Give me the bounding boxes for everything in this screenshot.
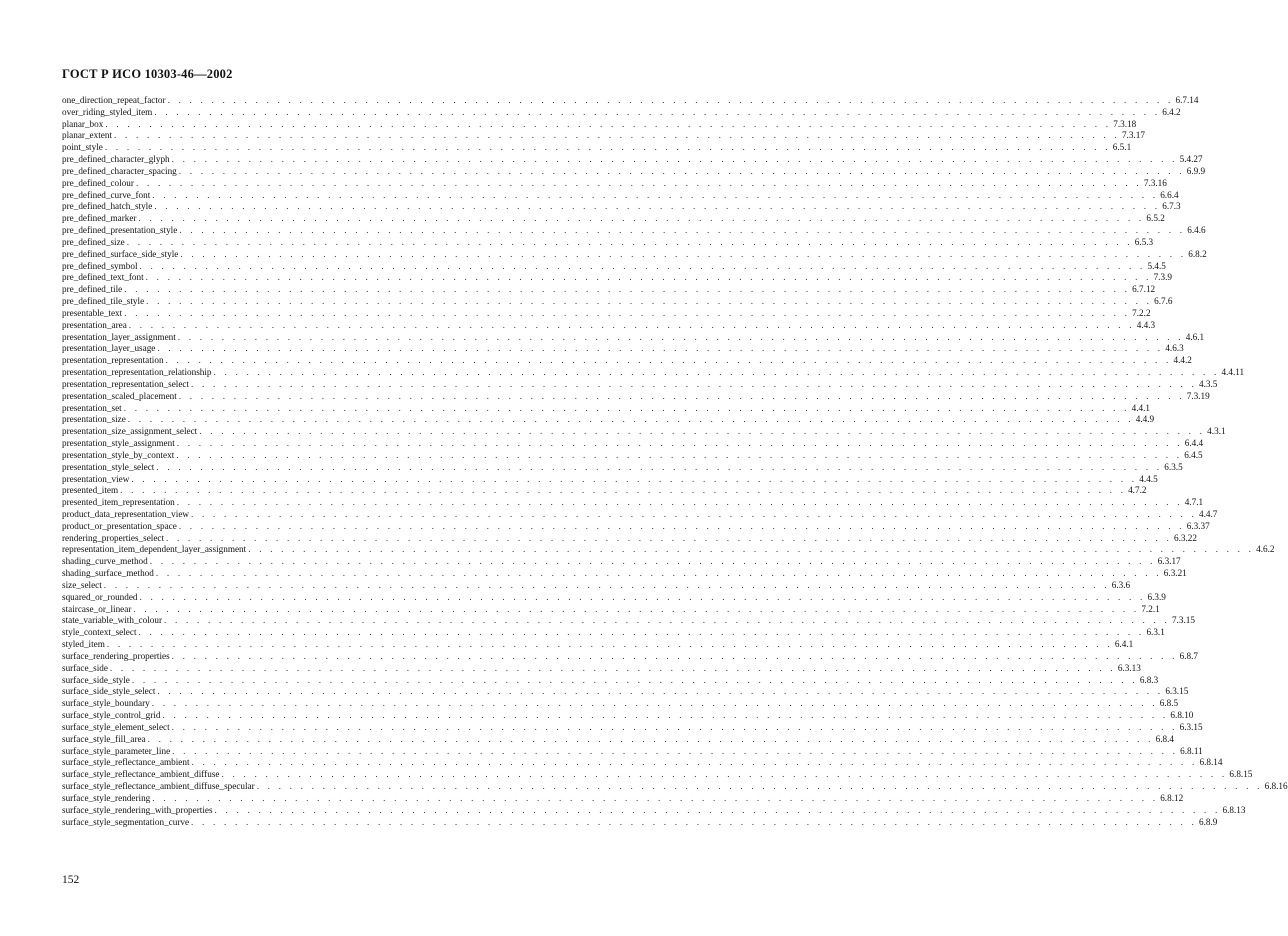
index-reference: 7.3.17: [1121, 130, 1145, 141]
index-entry: [62, 236, 1154, 249]
dot-leader: . . . . . . . . . . . . . . . . . . . . . . . . . . . . . . . . . . . . . . . . . . . . . . . . . . . . . . . . . . . . . . . . . . . . . . . . . . . . . . . . . . . . . . . . . . . .: [133, 603, 1140, 614]
index-term: surface_style_parameter_line: [62, 745, 171, 756]
index-term: surface_style_boundary: [62, 698, 150, 709]
index-term: point_style: [62, 142, 103, 153]
dot-leader: . . . . . . . . . . . . . . . . . . . . . . . . . . . . . . . . . . . . . . . . . . . . . . . . . . . . . . . . . . . . . . . . . . . . . . . . . . . . . . . . . . . . . . . . . . . .: [131, 473, 1138, 484]
dot-leader: . . . . . . . . . . . . . . . . . . . . . . . . . . . . . . . . . . . . . . . . . . . . . . . . . . . . . . . . . . . . . . . . . . . . . . . . . . . . . . . . . . . . . . . . . . . .: [171, 650, 1178, 661]
index-reference: 6.7.6: [1154, 296, 1173, 307]
index-term: presentation_representation: [62, 355, 164, 366]
index-reference: 4.7.1: [1184, 497, 1204, 508]
dot-leader: . . . . . . . . . . . . . . . . . . . . . . . . . . . . . . . . . . . . . . . . . . . . . . . . . . . . . . . . . . . . . . . . . . . . . . . . . . . . . . . . . . . . . . . . . . . .: [128, 319, 1135, 330]
index-entry: [62, 603, 1160, 616]
index-term: style_context_select: [62, 627, 137, 638]
index-term: staircase_or_linear: [62, 603, 132, 614]
dot-leader: . . . . . . . . . . . . . . . . . . . . . . . . . . . . . . . . . . . . . . . . . . . . . . . . . . . . . . . . . . . . . . . . . . . . . . . . . . . . . . . . . . . . . . . . . . . .: [145, 272, 1152, 283]
index-reference: 6.4.6: [1187, 225, 1206, 236]
index-entry: [62, 781, 1288, 793]
index-entry: [62, 544, 1275, 556]
index-term: presentation_representation_relationship: [62, 367, 212, 378]
index-term: shading_curve_method: [62, 556, 148, 567]
index-term: presentation_style_assignment: [62, 438, 175, 449]
index-reference: 6.7.14: [1175, 95, 1199, 105]
index-entry: [62, 745, 1203, 758]
dot-leader: . . . . . . . . . . . . . . . . . . . . . . . . . . . . . . . . . . . . . . . . . . . . . . . . . . . . . . . . . . . . . . . . . . . . . . . . . . . . . . . . . . . . . . . . . . . .: [162, 710, 1169, 721]
index-entry: [62, 497, 1204, 509]
index-reference: 6.7.3: [1162, 201, 1181, 212]
index-entry: [62, 378, 1218, 391]
dot-leader: . . . . . . . . . . . . . . . . . . . . . . . . . . . . . . . . . . . . . . . . . . . . . . . . . . . . . . . . . . . . . . . . . . . . . . . . . . . . . . . . . . . . . . . . . . . .: [131, 674, 1138, 685]
dot-leader: . . . . . . . . . . . . . . . . . . . . . . . . . . . . . . . . . . . . . . . . . . . . . . . . . . . . . . . . . . . . . . . . . . . . . . . . . . . . . . . . . . . . . . . . . . . .: [154, 201, 1161, 212]
index-entry: [62, 591, 1166, 604]
index-reference: 6.3.1: [1146, 627, 1165, 638]
index-reference: 4.4.5: [1139, 473, 1158, 484]
index-reference: 6.9.9: [1186, 165, 1206, 176]
index-reference: 6.4.4: [1184, 438, 1204, 449]
dot-leader: . . . . . . . . . . . . . . . . . . . . . . . . . . . . . . . . . . . . . . . . . . . . . . . . . . . . . . . . . . . . . . . . . . . . . . . . . . . . . . . . . . . . . . . . . . . .: [138, 627, 1145, 638]
index-term: surface_style_segmentation_curve: [62, 816, 190, 827]
index-reference: 6.3.6: [1111, 579, 1131, 590]
index-reference: 4.4.7: [1198, 508, 1218, 519]
index-entry: [62, 485, 1147, 497]
index-reference: 6.8.3: [1139, 674, 1159, 685]
index-entry: [62, 769, 1253, 781]
index-term: presentation_view: [62, 473, 130, 484]
index-entry: [62, 473, 1158, 486]
index-reference: 6.7.12: [1132, 284, 1156, 295]
dot-leader: . . . . . . . . . . . . . . . . . . . . . . . . . . . . . . . . . . . . . . . . . . . . . . . . . . . . . . . . . . . . . . . . . . . . . . . . . . . . . . . . . . . . . . . . . . . .: [147, 733, 1154, 744]
index-entry: [62, 213, 1165, 225]
index-reference: 6.5.2: [1146, 213, 1165, 224]
index-entry: [62, 639, 1134, 651]
index-reference: 5.4.27: [1179, 154, 1203, 165]
index-term: surface_side_style_select: [62, 686, 156, 697]
dot-leader: . . . . . . . . . . . . . . . . . . . . . . . . . . . . . . . . . . . . . . . . . . . . . . . . . . . . . . . . . . . . . . . . . . . . . . . . . . . . . . . . . . . . . . . . . . . .: [171, 721, 1178, 732]
index-term: pre_defined_character_glyph: [62, 154, 170, 165]
index-reference: 6.4.2: [1162, 106, 1181, 117]
index-term: surface_rendering_properties: [62, 650, 170, 661]
dot-leader: . . . . . . . . . . . . . . . . . . . . . . . . . . . . . . . . . . . . . . . . . . . . . . . . . . . . . . . . . . . . . . . . . . . . . . . . . . . . . . . . . . . . . . . . . . . .: [103, 579, 1110, 590]
dot-leader: . . . . . . . . . . . . . . . . . . . . . . . . . . . . . . . . . . . . . . . . . . . . . . . . . . . . . . . . . . . . . . . . . . . . . . . . . . . . . . . . . . . . . . . . . . . .: [191, 816, 1197, 827]
index-term: one_direction_repeat_factor: [62, 95, 166, 105]
index-reference: 4.4.9: [1135, 414, 1155, 425]
index-entry: [62, 520, 1210, 533]
index-entry: [62, 792, 1184, 805]
index-reference: 7.3.9: [1153, 272, 1172, 283]
index-term: product_data_representation_view: [62, 508, 190, 519]
index-term: pre_defined_tile_style: [62, 296, 145, 307]
index-reference: 6.8.5: [1159, 698, 1179, 709]
index-term: pre_defined_symbol: [62, 260, 138, 271]
index-term: pre_defined_colour: [62, 177, 134, 188]
index-entry: [62, 296, 1173, 308]
index-entry: [62, 225, 1206, 237]
index-term: squared_or_rounded: [62, 591, 138, 602]
index-term: presentation_set: [62, 402, 122, 413]
dot-leader: . . . . . . . . . . . . . . . . . . . . . . . . . . . . . . . . . . . . . . . . . . . . . . . . . . . . . . . . . . . . . . . . . . . . . . . . . . . . . . . . . . . . . . . . . . . .: [104, 142, 1111, 153]
index-reference: 6.8.12: [1160, 792, 1184, 803]
dot-leader: . . . . . . . . . . . . . . . . . . . . . . . . . . . . . . . . . . . . . . . . . . . . . . . . . . . . . . . . . . . . . . . . . . . . . . . . . . . . . . . . . . . . . . . . . . . .: [157, 343, 1164, 354]
dot-leader: . . . . . . . . . . . . . . . . . . . . . . . . . . . . . . . . . . . . . . . . . . . . . . . . . . . . . . . . . . . . . . . . . . . . . . . . . . . . . . . . . . . . . . . . . . . .: [155, 568, 1162, 579]
index-term: surface_side: [62, 662, 108, 673]
index-term: presentation_area: [62, 319, 127, 330]
dot-leader: . . . . . . . . . . . . . . . . . . . . . . . . . . . . . . . . . . . . . . . . . . . . . . . . . . . . . . . . . . . . . . . . . . . . . . . . . . . . . . . . . . . . . . . . . . . .: [167, 95, 1174, 105]
index-reference: 6.3.21: [1163, 568, 1187, 579]
index-term: size_select: [62, 579, 102, 590]
dot-leader: . . . . . . . . . . . . . . . . . . . . . . . . . . . . . . . . . . . . . . . . . . . . . . . . . . . . . . . . . . . . . . . . . . . . . . . . . . . . . . . . . . . . . . . . . . . .: [178, 165, 1185, 176]
index-term: presentable_text: [62, 307, 123, 318]
index-entry: [62, 674, 1159, 687]
index-reference: 6.8.15: [1229, 769, 1253, 780]
index-reference: 6.8.13: [1222, 804, 1246, 815]
index-reference: 4.6.1: [1185, 331, 1205, 342]
index-reference: 6.3.13: [1117, 662, 1141, 673]
index-term: planar_box: [62, 118, 104, 129]
dot-leader: . . . . . . . . . . . . . . . . . . . . . . . . . . . . . . . . . . . . . . . . . . . . . . . . . . . . . . . . . . . . . . . . . . . . . . . . . . . . . . . . . . . . . . . . . . . .: [248, 544, 1255, 555]
index-entry: [62, 154, 1203, 166]
index-entry: [62, 733, 1174, 746]
dot-leader: . . . . . . . . . . . . . . . . . . . . . . . . . . . . . . . . . . . . . . . . . . . . . . . . . . . . . . . . . . . . . . . . . . . . . . . . . . . . . . . . . . . . . . . . . . . .: [156, 461, 1163, 472]
dot-leader: . . . . . . . . . . . . . . . . . . . . . . . . . . . . . . . . . . . . . . . . . . . . . . . . . . . . . . . . . . . . . . . . . . . . . . . . . . . . . . . . . . . . . . . . . . . .: [105, 118, 1112, 129]
index-term: shading_surface_method: [62, 568, 154, 579]
dot-leader: . . . . . . . . . . . . . . . . . . . . . . . . . . . . . . . . . . . . . . . . . . . . . . . . . . . . . . . . . . . . . . . . . . . . . . . . . . . . . . . . . . . . . . . . . . . .: [154, 106, 1161, 117]
dot-leader: . . . . . . . . . . . . . . . . . . . . . . . . . . . . . . . . . . . . . . . . . . . . . . . . . . . . . . . . . . . . . . . . . . . . . . . . . . . . . . . . . . . . . . . . . . . .: [152, 792, 1159, 803]
index-term: product_or_presentation_space: [62, 520, 177, 531]
index-reference: 4.3.1: [1207, 426, 1226, 437]
index-term: presentation_size: [62, 414, 126, 425]
index-entry: [62, 449, 1203, 462]
dot-leader: . . . . . . . . . . . . . . . . . . . . . . . . . . . . . . . . . . . . . . . . . . . . . . . . . . . . . . . . . . . . . . . . . . . . . . . . . . . . . . . . . . . . . . . . . . . .: [178, 390, 1185, 401]
index-term: surface_style_rendering_with_properties: [62, 804, 213, 815]
index-entry: [62, 142, 1132, 154]
index-term: presented_item: [62, 485, 119, 496]
index-entry: [62, 248, 1207, 261]
index-entry: [62, 307, 1151, 320]
index-entry: [62, 615, 1195, 627]
dot-leader: . . . . . . . . . . . . . . . . . . . . . . . . . . . . . . . . . . . . . . . . . . . . . . . . . . . . . . . . . . . . . . . . . . . . . . . . . . . . . . . . . . . . . . . . . . . .: [149, 556, 1156, 567]
dot-leader: . . . . . . . . . . . . . . . . . . . . . . . . . . . . . . . . . . . . . . . . . . . . . . . . . . . . . . . . . . . . . . . . . . . . . . . . . . . . . . . . . . . . . . . . . . . .: [120, 485, 1127, 496]
index-entry: [62, 165, 1206, 178]
dot-leader: . . . . . . . . . . . . . . . . . . . . . . . . . . . . . . . . . . . . . . . . . . . . . . . . . . . . . . . . . . . . . . . . . . . . . . . . . . . . . . . . . . . . . . . . . . . .: [180, 248, 1187, 259]
index-term: presentation_representation_select: [62, 378, 190, 389]
index-reference: 4.6.2: [1256, 544, 1275, 555]
index-entry: [62, 177, 1167, 190]
index-entry: [62, 816, 1218, 829]
index-entry: [62, 757, 1223, 769]
dot-leader: . . . . . . . . . . . . . . . . . . . . . . . . . . . . . . . . . . . . . . . . . . . . . . . . . . . . . . . . . . . . . . . . . . . . . . . . . . . . . . . . . . . . . . . . . . . .: [106, 639, 1113, 650]
index-entry: [62, 390, 1210, 403]
dot-leader: . . . . . . . . . . . . . . . . . . . . . . . . . . . . . . . . . . . . . . . . . . . . . . . . . . . . . . . . . . . . . . . . . . . . . . . . . . . . . . . . . . . . . . . . . . . .: [177, 331, 1184, 342]
dot-leader: . . . . . . . . . . . . . . . . . . . . . . . . . . . . . . . . . . . . . . . . . . . . . . . . . . . . . . . . . . . . . . . . . . . . . . . . . . . . . . . . . . . . . . . . . . . .: [123, 402, 1130, 413]
index-entry: [62, 272, 1172, 284]
dot-leader: . . . . . . . . . . . . . . . . . . . . . . . . . . . . . . . . . . . . . . . . . . . . . . . . . . . . . . . . . . . . . . . . . . . . . . . . . . . . . . . . . . . . . . . . . . . .: [114, 130, 1120, 141]
index-term: state_variable_with_colour: [62, 615, 163, 626]
index-reference: 7.3.19: [1186, 390, 1210, 401]
index-term: pre_defined_character_spacing: [62, 165, 177, 176]
index-reference: 7.3.15: [1171, 615, 1195, 626]
index-entry: [62, 355, 1192, 367]
index-term: pre_defined_size: [62, 236, 125, 247]
index-term: pre_defined_marker: [62, 213, 137, 224]
index-reference: 4.4.2: [1173, 355, 1192, 366]
index-entry: [62, 130, 1145, 142]
index-term: pre_defined_text_font: [62, 272, 144, 283]
index-reference: 6.3.17: [1157, 556, 1181, 567]
index-reference: 5.4.5: [1147, 260, 1166, 271]
index-term: surface_style_reflectance_ambient_diffuse_specular: [62, 781, 255, 792]
dot-leader: . . . . . . . . . . . . . . . . . . . . . . . . . . . . . . . . . . . . . . . . . . . . . . . . . . . . . . . . . . . . . . . . . . . . . . . . . . . . . . . . . . . . . . . . . . . .: [126, 236, 1133, 247]
index-term: presentation_size_assignment_select: [62, 426, 198, 437]
dot-leader: . . . . . . . . . . . . . . . . . . . . . . . . . . . . . . . . . . . . . . . . . . . . . . . . . . . . . . . . . . . . . . . . . . . . . . . . . . . . . . . . . . . . . . . . . . . .: [176, 438, 1183, 449]
dot-leader: . . . . . . . . . . . . . . . . . . . . . . . . . . . . . . . . . . . . . . . . . . . . . . . . . . . . . . . . . . . . . . . . . . . . . . . . . . . . . . . . . . . . . . . . . . . .: [124, 284, 1131, 295]
dot-leader: . . . . . . . . . . . . . . . . . . . . . . . . . . . . . . . . . . . . . . . . . . . . . . . . . . . . . . . . . . . . . . . . . . . . . . . . . . . . . . . . . . . . . . . . . . . .: [171, 154, 1178, 165]
index-term: presented_item_representation: [62, 497, 175, 508]
index-reference: 6.8.9: [1198, 816, 1218, 827]
index-entry: [62, 686, 1189, 698]
index-reference: 6.8.14: [1199, 757, 1223, 768]
index-reference: 6.8.10: [1170, 710, 1194, 721]
index-term: surface_style_element_select: [62, 721, 170, 732]
index-entry: [62, 532, 1197, 545]
index-term: surface_style_reflectance_ambient: [62, 757, 190, 768]
index-reference: 6.8.16: [1264, 781, 1288, 792]
index-term: surface_style_control_grid: [62, 710, 161, 721]
index-entry: [62, 438, 1204, 450]
index-term: planar_extent: [62, 130, 112, 141]
dot-leader: . . . . . . . . . . . . . . . . . . . . . . . . . . . . . . . . . . . . . . . . . . . . . . . . . . . . . . . . . . . . . . . . . . . . . . . . . . . . . . . . . . . . . . . . . . . .: [139, 591, 1146, 602]
index-term: surface_style_reflectance_ambient_diffuse: [62, 769, 220, 780]
dot-leader: . . . . . . . . . . . . . . . . . . . . . . . . . . . . . . . . . . . . . . . . . . . . . . . . . . . . . . . . . . . . . . . . . . . . . . . . . . . . . . . . . . . . . . . . . . . .: [152, 189, 1159, 200]
dot-leader: . . . . . . . . . . . . . . . . . . . . . . . . . . . . . . . . . . . . . . . . . . . . . . . . . . . . . . . . . . . . . . . . . . . . . . . . . . . . . . . . . . . . . . . . . . . .: [157, 686, 1164, 697]
dot-leader: . . . . . . . . . . . . . . . . . . . . . . . . . . . . . . . . . . . . . . . . . . . . . . . . . . . . . . . . . . . . . . . . . . . . . . . . . . . . . . . . . . . . . . . . . . . .: [214, 804, 1221, 815]
index-reference: 4.3.5: [1198, 378, 1218, 389]
index-term: pre_defined_surface_side_style: [62, 248, 179, 259]
index-reference: 6.4.5: [1184, 449, 1203, 460]
index-term: presentation_style_select: [62, 461, 155, 472]
document-header: ГОСТ Р ИСО 10303-46—2002: [62, 67, 233, 81]
index-reference: 4.7.2: [1128, 485, 1147, 496]
index-entry: [62, 367, 1245, 379]
dot-leader: . . . . . . . . . . . . . . . . . . . . . . . . . . . . . . . . . . . . . . . . . . . . . . . . . . . . . . . . . . . . . . . . . . . . . . . . . . . . . . . . . . . . . . . . . . . .: [221, 769, 1228, 780]
dot-leader: . . . . . . . . . . . . . . . . . . . . . . . . . . . . . . . . . . . . . . . . . . . . . . . . . . . . . . . . . . . . . . . . . . . . . . . . . . . . . . . . . . . . . . . . . . . .: [139, 260, 1146, 271]
dot-leader: . . . . . . . . . . . . . . . . . . . . . . . . . . . . . . . . . . . . . . . . . . . . . . . . . . . . . . . . . . . . . . . . . . . . . . . . . . . . . . . . . . . . . . . . . . . .: [179, 225, 1186, 236]
dot-leader: . . . . . . . . . . . . . . . . . . . . . . . . . . . . . . . . . . . . . . . . . . . . . . . . . . . . . . . . . . . . . . . . . . . . . . . . . . . . . . . . . . . . . . . . . . . .: [191, 378, 1197, 389]
index-entry: [62, 710, 1194, 722]
index-entry: [62, 284, 1156, 296]
dot-leader: . . . . . . . . . . . . . . . . . . . . . . . . . . . . . . . . . . . . . . . . . . . . . . . . . . . . . . . . . . . . . . . . . . . . . . . . . . . . . . . . . . . . . . . . . . . .: [138, 213, 1145, 224]
index-reference: 4.4.3: [1136, 319, 1156, 330]
index-entry: [62, 95, 1199, 107]
index-entry: [62, 414, 1155, 426]
index-reference: 6.3.9: [1147, 591, 1166, 602]
index-reference: 7.3.18: [1113, 118, 1137, 129]
index-reference: 6.6.4: [1160, 189, 1179, 200]
index-entry: [62, 662, 1141, 675]
dot-leader: . . . . . . . . . . . . . . . . . . . . . . . . . . . . . . . . . . . . . . . . . . . . . . . . . . . . . . . . . . . . . . . . . . . . . . . . . . . . . . . . . . . . . . . . . . . .: [176, 497, 1183, 508]
index-entry: [62, 343, 1184, 355]
dot-leader: . . . . . . . . . . . . . . . . . . . . . . . . . . . . . . . . . . . . . . . . . . . . . . . . . . . . . . . . . . . . . . . . . . . . . . . . . . . . . . . . . . . . . . . . . . . .: [127, 414, 1134, 425]
index-reference: 6.3.15: [1165, 686, 1189, 697]
index-term: presentation_layer_assignment: [62, 331, 176, 342]
index-entry: [62, 461, 1183, 474]
index-entry: [62, 402, 1151, 415]
index-reference: 6.5.3: [1134, 236, 1154, 247]
index-reference: 6.8.2: [1188, 248, 1207, 259]
index-entry: [62, 319, 1156, 332]
index-reference: 6.3.5: [1164, 461, 1183, 472]
index-term: surface_style_rendering: [62, 792, 151, 803]
dot-leader: . . . . . . . . . . . . . . . . . . . . . . . . . . . . . . . . . . . . . . . . . . . . . . . . . . . . . . . . . . . . . . . . . . . . . . . . . . . . . . . . . . . . . . . . . . . .: [172, 745, 1179, 756]
index-term: representation_item_dependent_layer_assignment: [62, 544, 247, 555]
index-entry: [62, 568, 1187, 580]
index-term: pre_defined_presentation_style: [62, 225, 178, 236]
index-term: pre_defined_curve_font: [62, 189, 151, 200]
index-reference: 7.2.2: [1132, 307, 1151, 318]
dot-leader: . . . . . . . . . . . . . . . . . . . . . . . . . . . . . . . . . . . . . . . . . . . . . . . . . . . . . . . . . . . . . . . . . . . . . . . . . . . . . . . . . . . . . . . . . . . .: [176, 449, 1183, 460]
index-entry: [62, 698, 1179, 710]
index-entry: [62, 106, 1181, 119]
index-entry: [62, 118, 1137, 131]
index-reference: 6.3.15: [1179, 721, 1203, 732]
dot-leader: . . . . . . . . . . . . . . . . . . . . . . . . . . . . . . . . . . . . . . . . . . . . . . . . . . . . . . . . . . . . . . . . . . . . . . . . . . . . . . . . . . . . . . . . . . . .: [165, 355, 1172, 366]
index-reference: 6.8.4: [1155, 733, 1174, 744]
index-entry: [62, 804, 1246, 817]
index-reference: 6.8.11: [1180, 745, 1203, 756]
index-reference: 7.3.16: [1143, 177, 1167, 188]
index-term: presentation_style_by_context: [62, 449, 175, 460]
index-reference: 6.3.37: [1186, 520, 1210, 531]
index-entry: [62, 556, 1181, 568]
index-term: styled_item: [62, 639, 105, 650]
index-entry: [62, 426, 1226, 438]
index-entry: [62, 650, 1198, 663]
index-entry: [62, 721, 1203, 734]
dot-leader: . . . . . . . . . . . . . . . . . . . . . . . . . . . . . . . . . . . . . . . . . . . . . . . . . . . . . . . . . . . . . . . . . . . . . . . . . . . . . . . . . . . . . . . . . . . .: [178, 520, 1185, 531]
index-reference: 4.6.3: [1165, 343, 1184, 354]
dot-leader: . . . . . . . . . . . . . . . . . . . . . . . . . . . . . . . . . . . . . . . . . . . . . . . . . . . . . . . . . . . . . . . . . . . . . . . . . . . . . . . . . . . . . . . . . . . .: [166, 532, 1172, 543]
index-entry: [62, 331, 1205, 344]
index-reference: 6.8.7: [1179, 650, 1198, 661]
dot-leader: . . . . . . . . . . . . . . . . . . . . . . . . . . . . . . . . . . . . . . . . . . . . . . . . . . . . . . . . . . . . . . . . . . . . . . . . . . . . . . . . . . . . . . . . . . . .: [213, 367, 1220, 378]
index-entry: [62, 260, 1166, 273]
index-term: pre_defined_hatch_style: [62, 201, 153, 212]
index-reference: 6.4.1: [1114, 639, 1134, 650]
dot-leader: . . . . . . . . . . . . . . . . . . . . . . . . . . . . . . . . . . . . . . . . . . . . . . . . . . . . . . . . . . . . . . . . . . . . . . . . . . . . . . . . . . . . . . . . . . . .: [146, 296, 1153, 307]
index-reference: 6.5.1: [1112, 142, 1132, 153]
index-list: [62, 95, 1288, 828]
dot-leader: . . . . . . . . . . . . . . . . . . . . . . . . . . . . . . . . . . . . . . . . . . . . . . . . . . . . . . . . . . . . . . . . . . . . . . . . . . . . . . . . . . . . . . . . . . . .: [191, 508, 1197, 519]
index-entry: [62, 189, 1179, 202]
dot-leader: . . . . . . . . . . . . . . . . . . . . . . . . . . . . . . . . . . . . . . . . . . . . . . . . . . . . . . . . . . . . . . . . . . . . . . . . . . . . . . . . . . . . . . . . . . . .: [256, 781, 1263, 792]
dot-leader: . . . . . . . . . . . . . . . . . . . . . . . . . . . . . . . . . . . . . . . . . . . . . . . . . . . . . . . . . . . . . . . . . . . . . . . . . . . . . . . . . . . . . . . . . . . .: [109, 662, 1116, 673]
page-number: 152: [62, 874, 80, 886]
index-reference: 4.4.11: [1221, 367, 1245, 378]
index-entry: [62, 627, 1165, 639]
index-term: surface_side_style: [62, 674, 130, 685]
dot-leader: . . . . . . . . . . . . . . . . . . . . . . . . . . . . . . . . . . . . . . . . . . . . . . . . . . . . . . . . . . . . . . . . . . . . . . . . . . . . . . . . . . . . . . . . . . . .: [199, 426, 1206, 437]
index-term: presentation_layer_usage: [62, 343, 156, 354]
index-reference: 6.3.22: [1173, 532, 1197, 543]
index-term: surface_style_fill_area: [62, 733, 146, 744]
index-reference: 7.2.1: [1141, 603, 1160, 614]
index-term: over_riding_styled_item: [62, 106, 153, 117]
index-entry: [62, 508, 1218, 521]
index-term: presentation_scaled_placement: [62, 390, 177, 401]
dot-leader: . . . . . . . . . . . . . . . . . . . . . . . . . . . . . . . . . . . . . . . . . . . . . . . . . . . . . . . . . . . . . . . . . . . . . . . . . . . . . . . . . . . . . . . . . . . .: [124, 307, 1131, 318]
index-term: rendering_properties_select: [62, 532, 165, 543]
index-reference: 4.4.1: [1131, 402, 1151, 413]
dot-leader: . . . . . . . . . . . . . . . . . . . . . . . . . . . . . . . . . . . . . . . . . . . . . . . . . . . . . . . . . . . . . . . . . . . . . . . . . . . . . . . . . . . . . . . . . . . .: [191, 757, 1198, 768]
index-entry: [62, 579, 1131, 592]
index-entry: [62, 201, 1181, 213]
dot-leader: . . . . . . . . . . . . . . . . . . . . . . . . . . . . . . . . . . . . . . . . . . . . . . . . . . . . . . . . . . . . . . . . . . . . . . . . . . . . . . . . . . . . . . . . . . . .: [135, 177, 1142, 188]
index-term: pre_defined_tile: [62, 284, 123, 295]
dot-leader: . . . . . . . . . . . . . . . . . . . . . . . . . . . . . . . . . . . . . . . . . . . . . . . . . . . . . . . . . . . . . . . . . . . . . . . . . . . . . . . . . . . . . . . . . . . .: [151, 698, 1158, 709]
dot-leader: . . . . . . . . . . . . . . . . . . . . . . . . . . . . . . . . . . . . . . . . . . . . . . . . . . . . . . . . . . . . . . . . . . . . . . . . . . . . . . . . . . . . . . . . . . . .: [164, 615, 1170, 626]
